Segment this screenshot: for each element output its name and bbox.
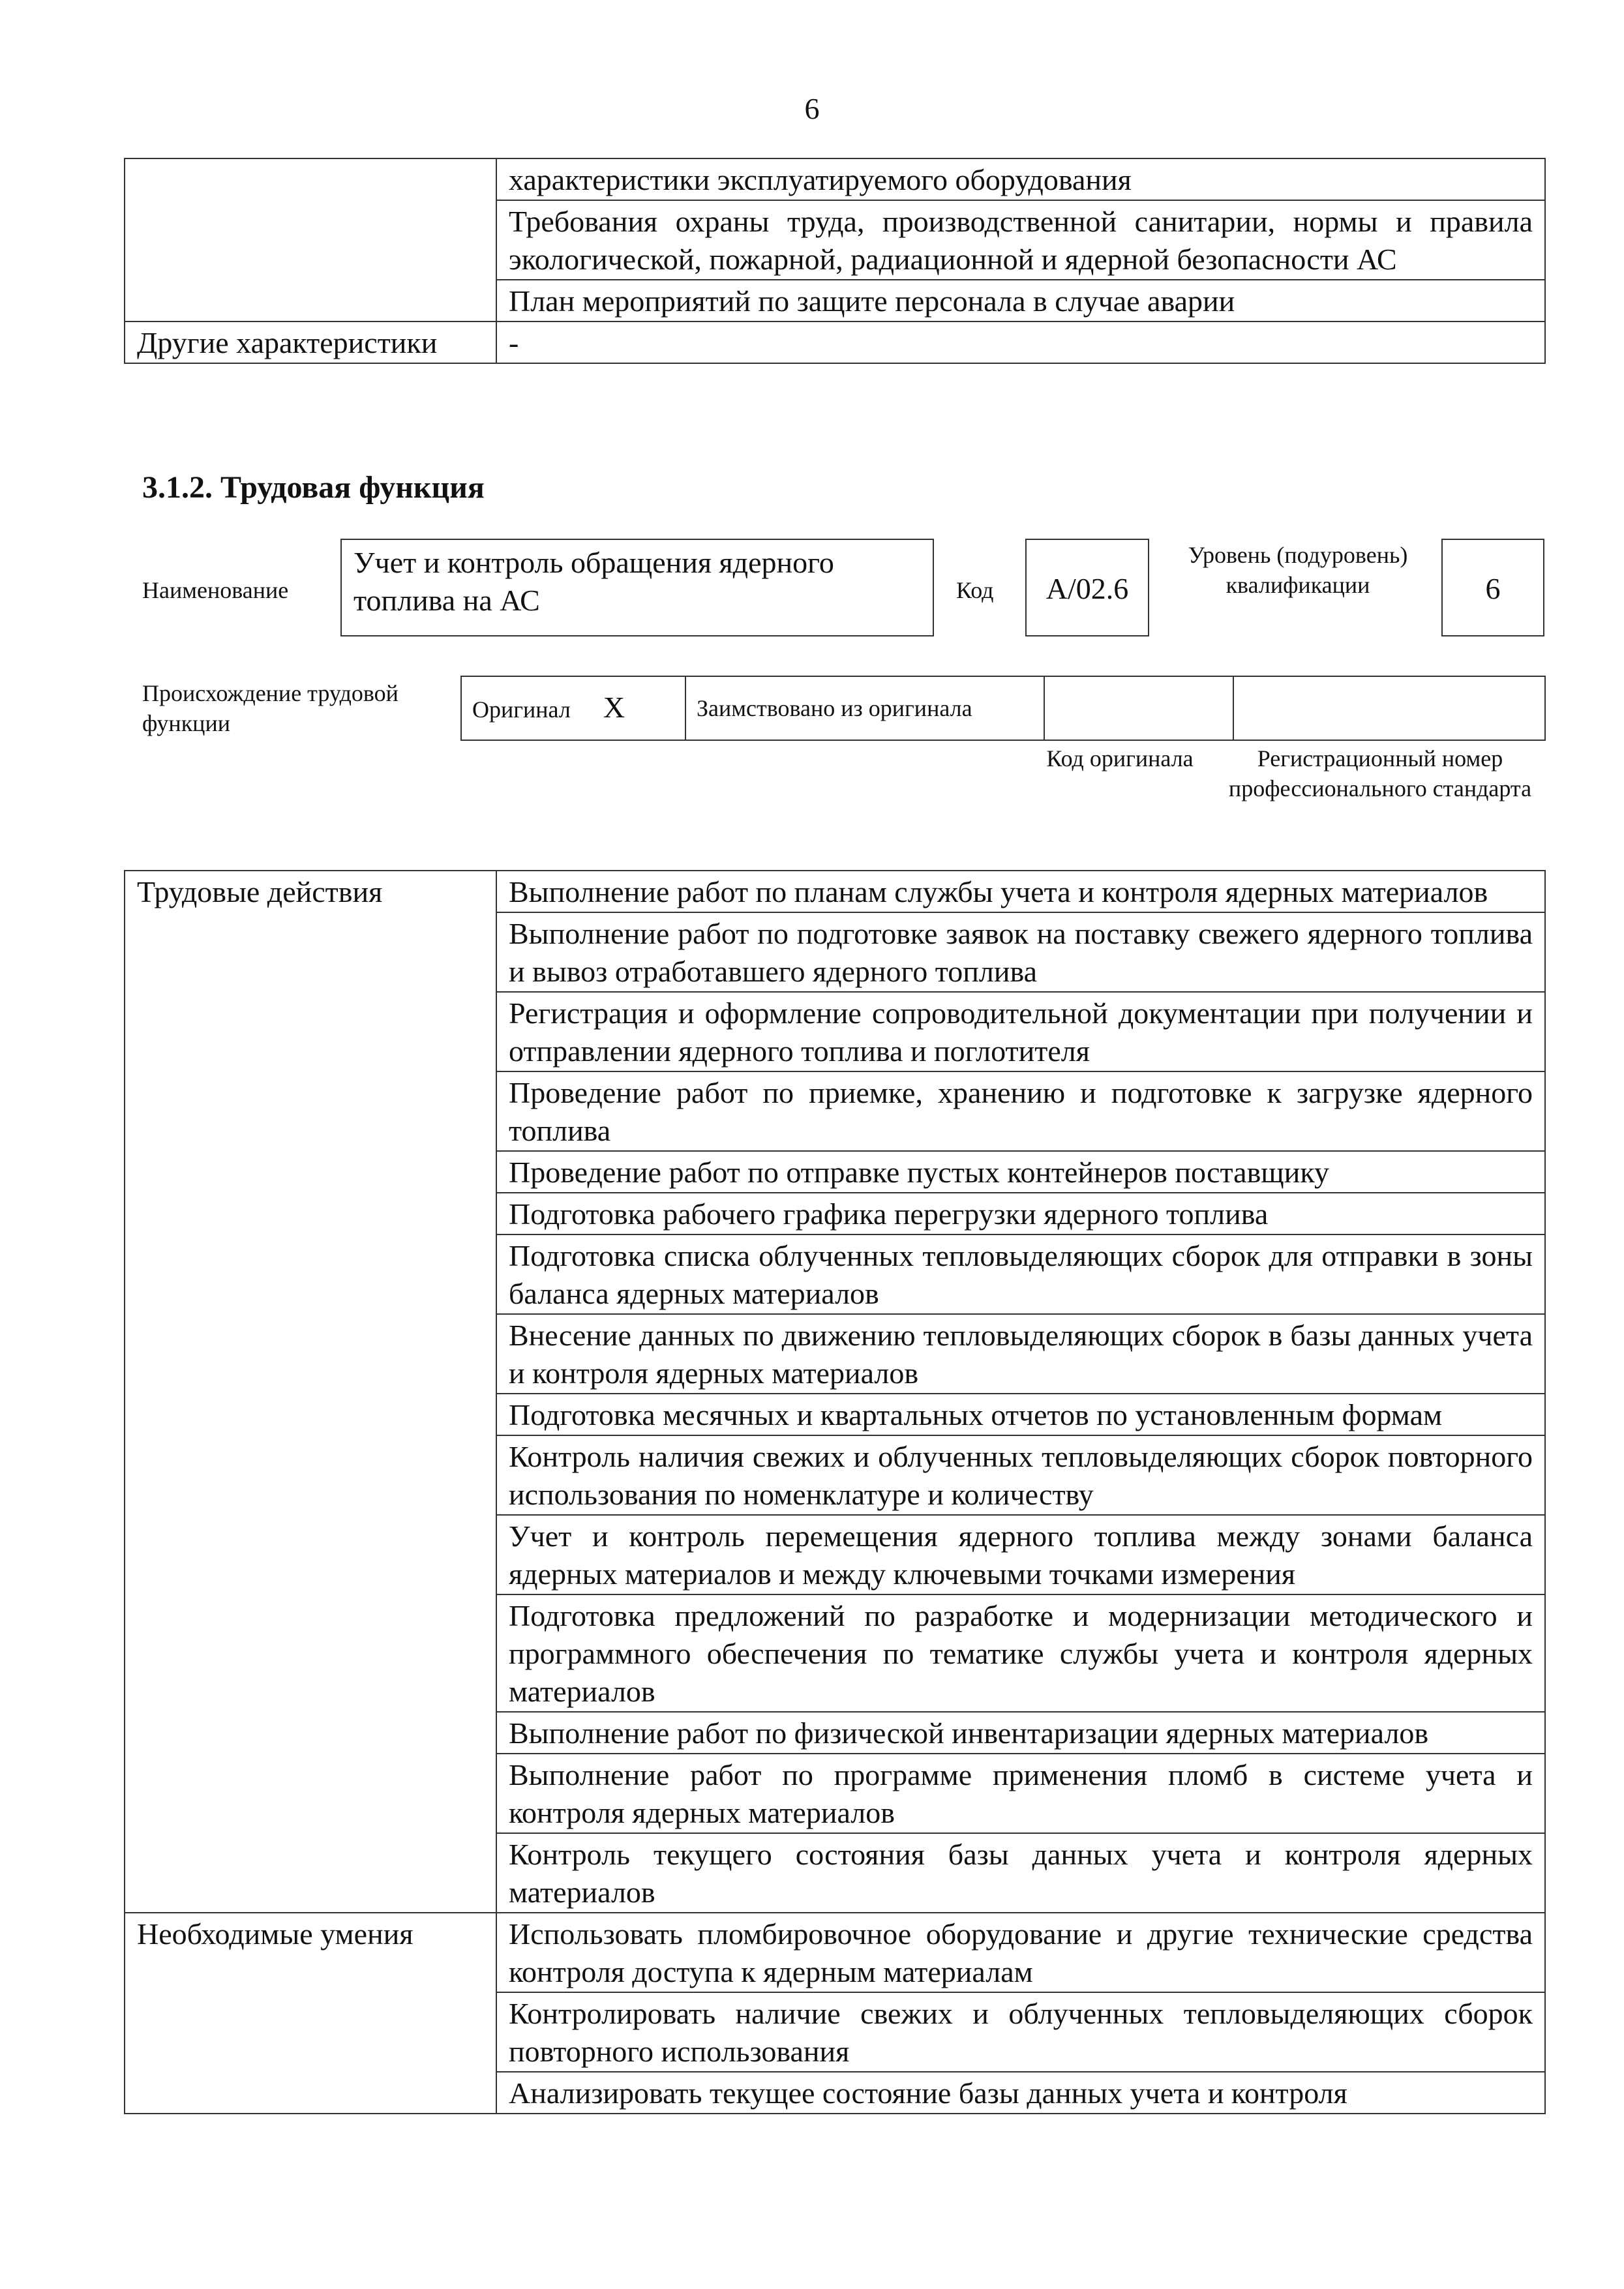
page-number: 6: [804, 92, 820, 125]
characteristics-table: [124, 158, 1546, 364]
table-cell: Контроль наличия свежих и облученных тепловыделяющих сборок повторного использования по номенклатуре и количеству: [496, 1435, 1545, 1515]
section-heading: 3.1.2. Трудовая функция: [142, 470, 485, 505]
table-cell: Подготовка списка облученных тепловыделяющих сборок для отправки в зоны баланса ядерных материалов: [496, 1234, 1545, 1314]
table-cell: Выполнение работ по подготовке заявок на поставку свежего ядерного топлива и вывоз отработавшего ядерного топлива: [496, 912, 1545, 992]
original-cell: [461, 676, 685, 740]
table-cell: Учет и контроль перемещения ядерного топлива между зонами баланса ядерных материалов и между ключевыми точками измерения: [496, 1515, 1545, 1594]
table-cell-label: Трудовые действия: [125, 871, 496, 1913]
code-label: Код: [956, 577, 994, 603]
original-mark: X: [603, 690, 625, 724]
table-cell: Выполнение работ по программе применения пломб в системе учета и контроля ядерных материалов: [496, 1754, 1545, 1833]
table-cell: -: [496, 322, 1545, 363]
borrowed-cell: Заимствовано из оригинала: [685, 676, 1044, 740]
code-value-box: A/02.6: [1025, 539, 1149, 636]
table-cell: Проведение работ по приемке, хранению и подготовке к загрузке ядерного топлива: [496, 1071, 1545, 1151]
table-cell: Регистрация и оформление сопроводительной документации при получении и отправлении ядерного топлива и поглотителя: [496, 992, 1545, 1071]
table-cell: План мероприятий по защите персонала в случае аварии: [496, 280, 1545, 322]
registration-number-cell: [1233, 676, 1545, 740]
table-cell-label: [125, 158, 496, 322]
name-value-box: Учет и контроль обращения ядерного топлива на АС: [340, 539, 934, 636]
table-row: [461, 676, 1545, 740]
original-label: Оригинал: [472, 696, 571, 723]
labor-function-table: [124, 870, 1546, 2114]
qualification-level-label: Уровень (подуровень) квалификации: [1188, 542, 1408, 598]
table-cell: Подготовка рабочего графика перегрузки ядерного топлива: [496, 1193, 1545, 1234]
origin-table: [460, 676, 1546, 741]
table-row: [125, 1913, 1545, 1992]
original-code-caption: Код оригинала: [1046, 745, 1194, 771]
qualification-level-box: 6: [1441, 539, 1544, 636]
table-cell: Проведение работ по отправке пустых контейнеров поставщику: [496, 1151, 1545, 1193]
table-cell: Внесение данных по движению тепловыделяющих сборок в базы данных учета и контроля ядерных материалов: [496, 1314, 1545, 1394]
registration-number-caption: Регистрационный номер профессионального стандарта: [1228, 745, 1532, 801]
table-cell: характеристики эксплуатируемого оборудования: [496, 158, 1545, 200]
name-label: Наименование: [142, 577, 289, 603]
origin-label: Происхождение трудовой функции: [142, 680, 398, 736]
table-cell: Выполнение работ по физической инвентаризации ядерных материалов: [496, 1712, 1545, 1754]
table-row: [125, 158, 1545, 200]
table-cell: Требования охраны труда, производственной санитарии, нормы и правила экологической, пожарной, радиационной и ядерной безопасности АС: [496, 200, 1545, 280]
table-row: [125, 871, 1545, 912]
table-cell: Контролировать наличие свежих и облученных тепловыделяющих сборок повторного использования: [496, 1992, 1545, 2072]
table-cell: Выполнение работ по планам службы учета и контроля ядерных материалов: [496, 871, 1545, 912]
table-cell: Контроль текущего состояния базы данных учета и контроля ядерных материалов: [496, 1833, 1545, 1913]
table-cell: Использовать пломбировочное оборудование и другие технические средства контроля доступа к ядерным материалам: [496, 1913, 1545, 1992]
table-cell-label: Необходимые умения: [125, 1913, 496, 2114]
original-code-cell: [1044, 676, 1233, 740]
table-cell: Подготовка месячных и квартальных отчетов по установленным формам: [496, 1394, 1545, 1435]
table-cell: Подготовка предложений по разработке и модернизации методического и программного обеспечения по тематике службы учета и контроля ядерных материалов: [496, 1594, 1545, 1712]
skills-group: [125, 1913, 1545, 2114]
table-cell-label: Другие характеристики: [125, 322, 496, 363]
table-row: [125, 322, 1545, 363]
table-cell: Анализировать текущее состояние базы данных учета и контроля: [496, 2072, 1545, 2114]
labor-actions-group: [125, 871, 1545, 1913]
